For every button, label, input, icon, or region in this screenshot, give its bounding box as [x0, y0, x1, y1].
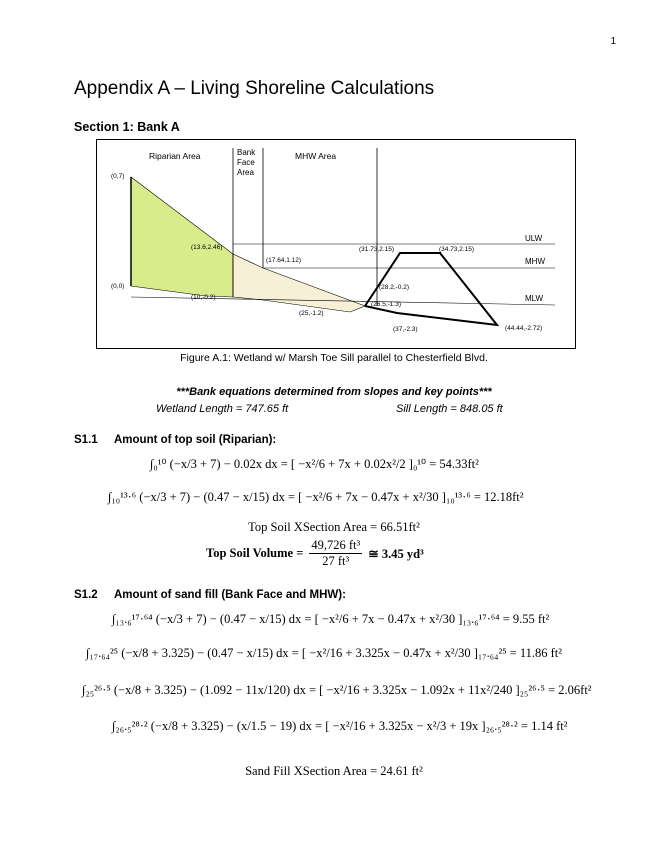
s11-heading	[74, 434, 276, 446]
s11-volume-result: ≅ 3.45 yd³	[368, 546, 424, 561]
level-label-mhw: MHW	[525, 257, 545, 266]
point-label: (26.5,-1.3)	[371, 301, 401, 308]
section-title: Section 1: Bank A	[74, 120, 180, 134]
s12-equation-4: ∫₂₆.₅²⁸·² (−x/8 + 3.325) − (x/1.5 − 19) dx = [ −x²/16 + 3.325x − x²/3 + 19x ]₂₆.₅²⁸·² = 1.14 ft²	[112, 719, 568, 733]
point-label: (25,-1.2)	[299, 310, 324, 317]
s11-equation-2: ∫₁₀¹³·⁶ (−x/3 + 7) − (0.47 − x/15) dx = [ −x²/6 + 7x − 0.47x + x²/30 ]₁₀¹³·⁶ = 12.18ft²	[108, 490, 524, 504]
page-number: 1	[610, 36, 616, 47]
equations-note: ***Bank equations determined from slopes and key points***	[176, 386, 492, 398]
s11-volume	[206, 538, 424, 569]
s12-number: S1.2	[74, 589, 98, 601]
s11-volume-num: 49,726 ft³	[311, 538, 361, 552]
s12-area: Sand Fill XSection Area = 24.61 ft²	[245, 764, 423, 778]
s11-volume-den: 27 ft³	[322, 554, 350, 568]
sill-length: Sill Length = 848.05 ft	[396, 403, 503, 415]
page-title: Appendix A – Living Shoreline Calculations	[74, 78, 435, 99]
zone-label-bankface: Face	[237, 158, 255, 167]
s11-number: S1.1	[74, 434, 98, 446]
s12-equation-2: ∫₁₇.₆₄²⁵ (−x/8 + 3.325) − (0.47 − x/15) dx = [ −x²/16 + 3.325x − 0.47x + x²/30 ]₁₇.₆₄²⁵ = 11.86 ft²	[86, 646, 563, 660]
point-label: (44.44,-2.72)	[505, 325, 543, 332]
zone-label-mhw: MHW Area	[295, 151, 337, 161]
point-label: (17.64,1.12)	[266, 257, 302, 264]
point-label: (37,-2.3)	[393, 326, 418, 333]
point-label: (10,-0.2)	[191, 294, 216, 301]
zone-label-bankface: Area	[237, 168, 254, 177]
level-label-mlw: MLW	[525, 294, 544, 303]
point-label: (31.73,2.15)	[359, 246, 395, 253]
point-label: (34.73,2.15)	[439, 246, 475, 253]
point-label: (13.6,2.46)	[191, 244, 223, 251]
s11-area: Top Soil XSection Area = 66.51ft²	[248, 520, 420, 534]
s12-heading	[74, 589, 346, 601]
s11-volume-fraction	[309, 538, 362, 569]
s12-equation-1: ∫₁₃.₆¹⁷·⁶⁴ (−x/3 + 7) − (0.47 − x/15) dx = [ −x²/6 + 7x − 0.47x + x²/30 ]₁₃.₆¹⁷·⁶⁴ = 9.55 ft²	[112, 612, 550, 626]
wetland-length: Wetland Length = 747.65 ft	[156, 403, 289, 415]
s11-volume-label: Top Soil Volume =	[206, 546, 304, 560]
point-label: (0,7)	[111, 173, 125, 180]
cross-section-figure	[96, 139, 576, 349]
riparian-fill	[131, 177, 233, 297]
s11-title: Amount of top soil (Riparian):	[114, 434, 277, 446]
s12-equation-3: ∫₂₅²⁶·⁵ (−x/8 + 3.325) − (1.092 − 11x/120) dx = [ −x²/16 + 3.325x − 1.092x + 11x²/240 ]₂₅²⁶·⁵ = 2.06ft²	[82, 683, 592, 697]
point-label: (0,0)	[111, 283, 125, 290]
cross-section-diagram	[97, 140, 575, 348]
zone-label-bankface: Bank	[237, 148, 256, 157]
level-label-ulw: ULW	[525, 234, 543, 243]
point-label: (28.2,-0.2)	[379, 284, 409, 291]
s11-equation-1: ∫₀¹⁰ (−x/3 + 7) − 0.02x dx = [ −x²/6 + 7x + 0.02x²/2 ]₀¹⁰ = 54.33ft²	[150, 457, 479, 471]
zone-label-riparian: Riparian Area	[149, 151, 201, 161]
figure-caption: Figure A.1: Wetland w/ Marsh Toe Sill parallel to Chesterfield Blvd.	[180, 352, 488, 364]
s12-title: Amount of sand fill (Bank Face and MHW):	[114, 589, 346, 601]
